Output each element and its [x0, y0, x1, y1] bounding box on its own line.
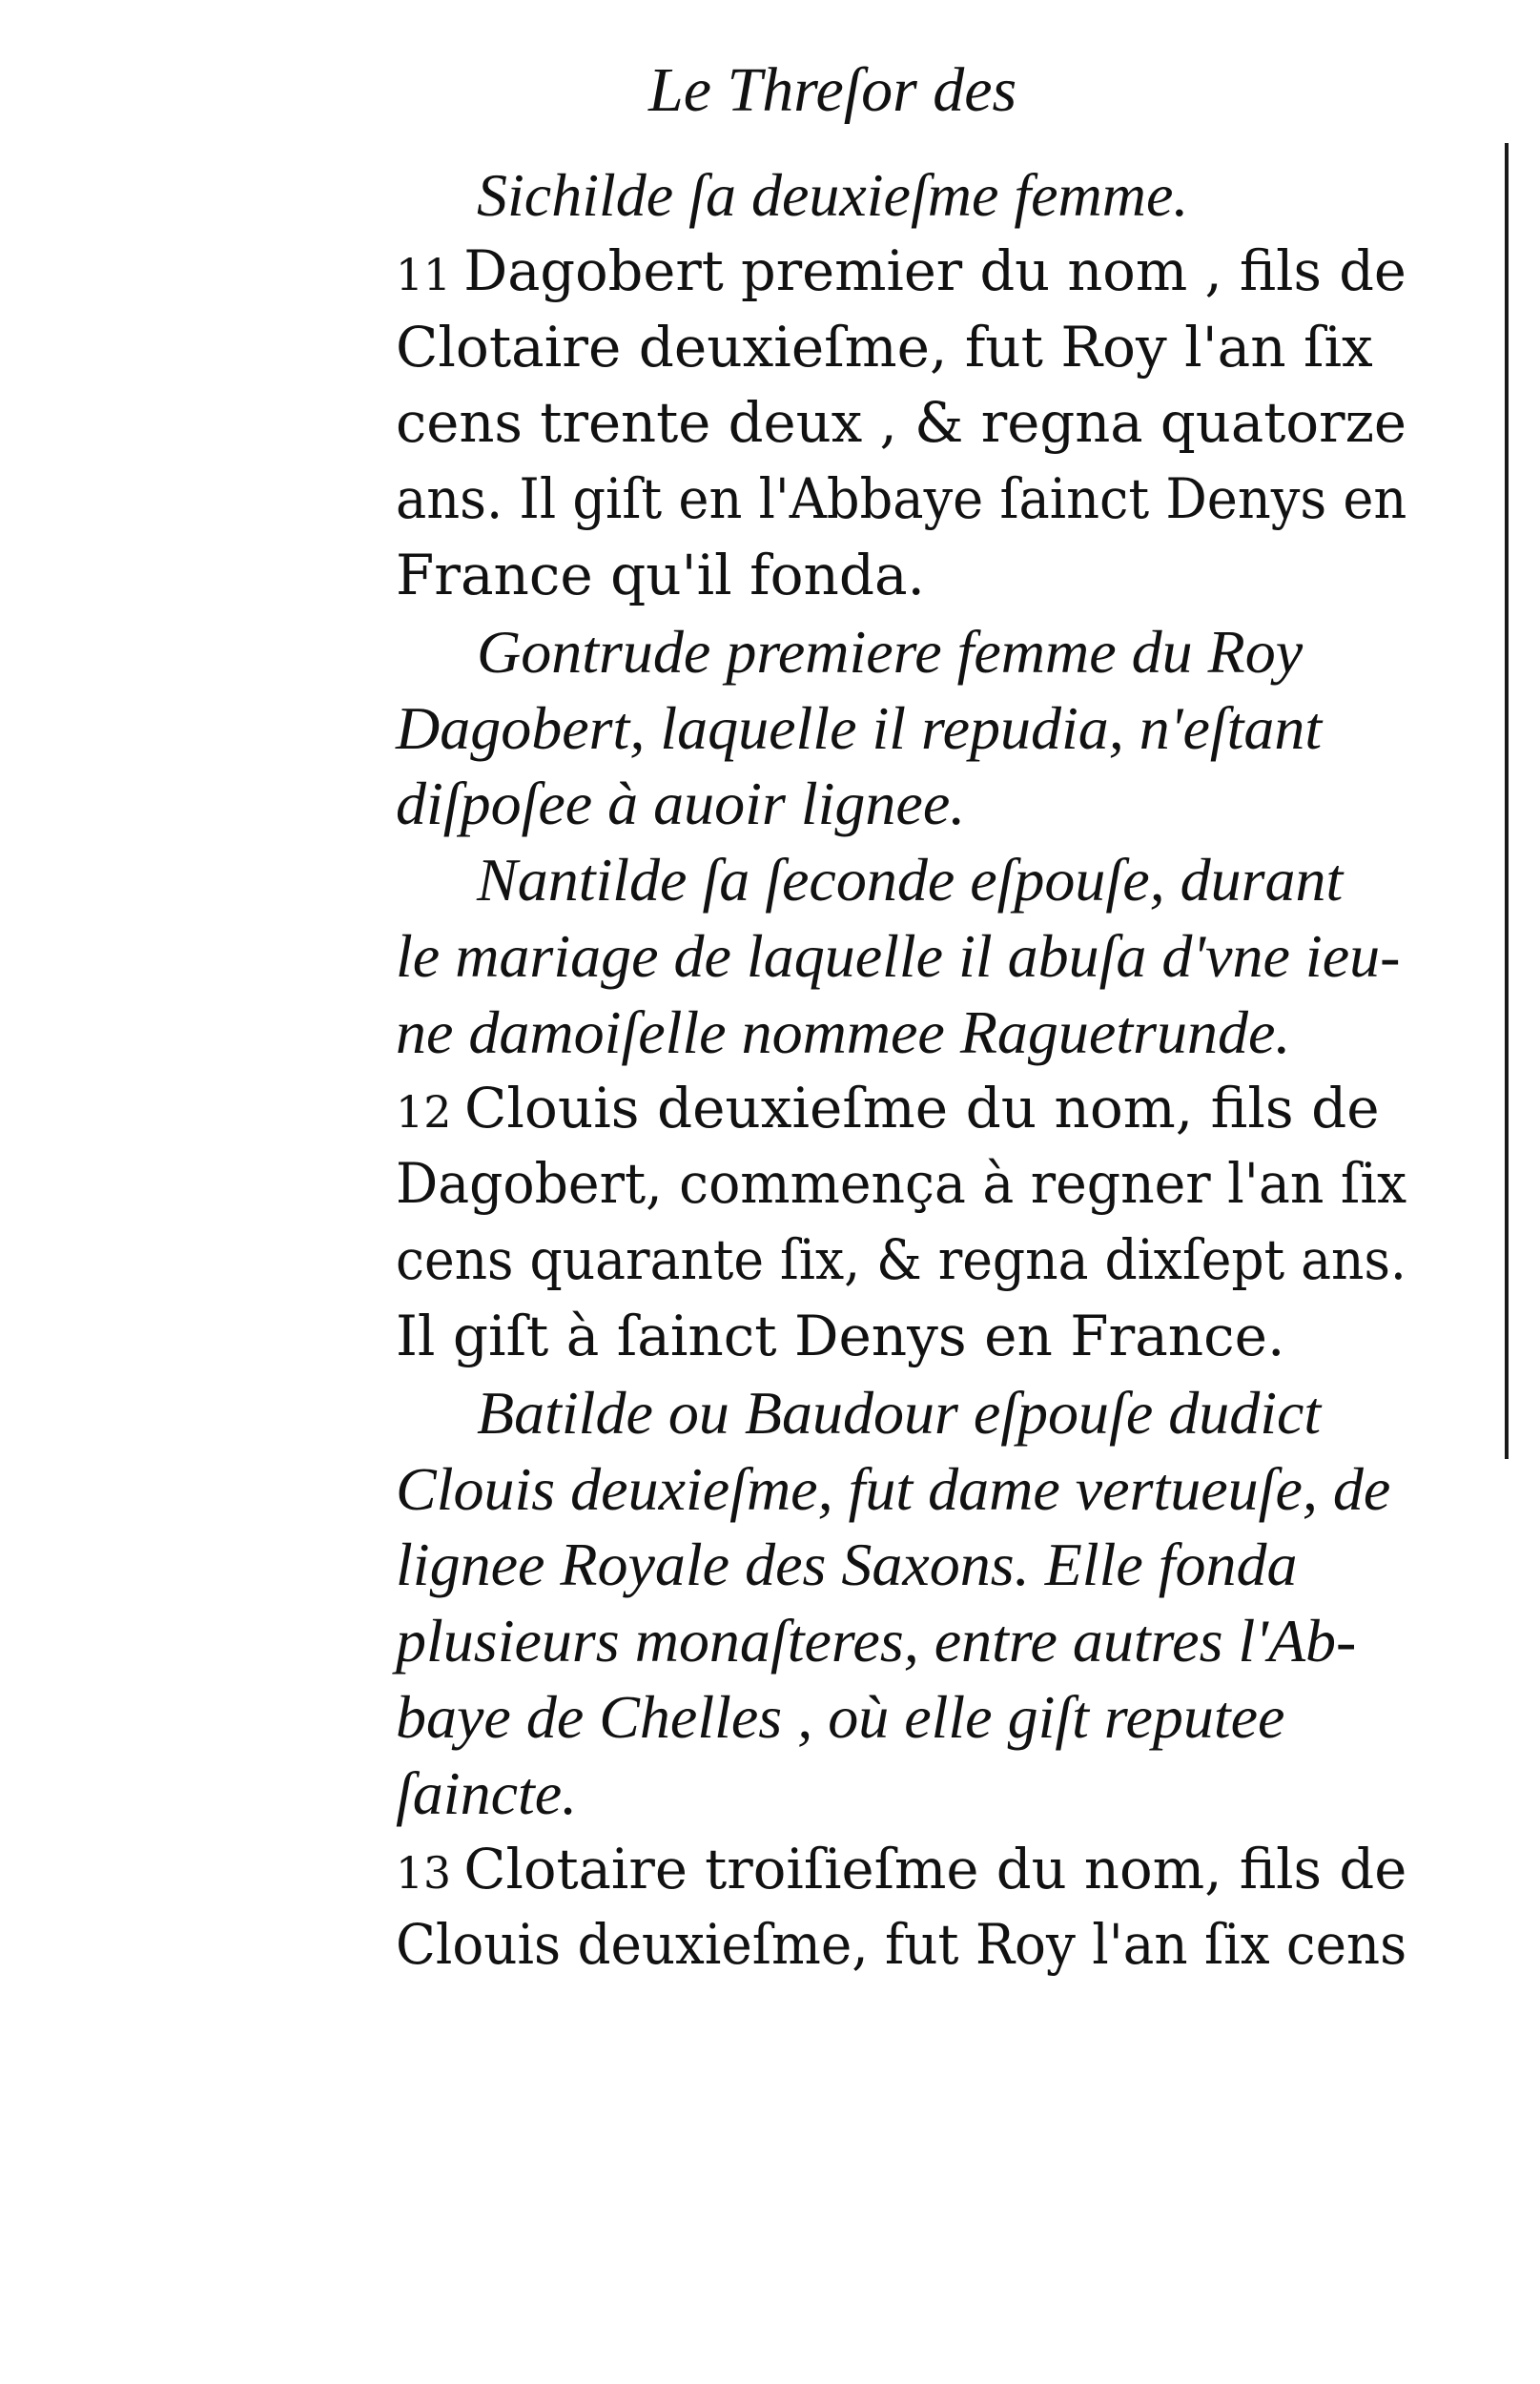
- line-text: Dagobert, commença à regner l'an ſix: [396, 1151, 1407, 1217]
- entry-number: 13: [396, 1846, 452, 1899]
- text-line: [396, 766, 1407, 842]
- text-line: [396, 385, 1407, 462]
- text-line: [396, 1375, 1407, 1451]
- text-line: [396, 918, 1407, 995]
- line-text: Clotaire troiſieſme du nom, fils de: [463, 1836, 1407, 1901]
- entry-number: 11: [396, 248, 451, 300]
- body-text: [396, 157, 1407, 1983]
- text-line: [396, 1223, 1407, 1299]
- line-text: Dagobert premier du nom , fils de: [463, 237, 1407, 303]
- line-text: Gontrude premiere femme du Roy: [477, 617, 1304, 686]
- text-line: [396, 995, 1407, 1071]
- running-head: Le Threſor des: [648, 55, 1017, 125]
- line-text: Sichilde ſa deuxieſme femme.: [477, 161, 1189, 229]
- text-line: [396, 614, 1407, 690]
- text-line: [396, 1756, 1407, 1832]
- line-text: Clotaire deuxieſme, fut Roy l'an ſix: [396, 314, 1373, 380]
- line-text: France qu'il fonda.: [396, 542, 925, 607]
- line-text: Nantilde ſa ſeconde eſpouſe, durant: [477, 846, 1344, 915]
- line-text: plusieurs monaſteres, entre autres l'Ab-: [396, 1607, 1357, 1675]
- text-line: [396, 1451, 1407, 1528]
- text-line: [396, 1679, 1407, 1756]
- line-text: ſaincte.: [396, 1758, 578, 1827]
- line-text: Dagobert, laquelle il repudia, n'eſtant: [396, 693, 1323, 762]
- line-text: diſpoſee à auoir lignee.: [396, 770, 966, 838]
- line-text: lignee Royale des Saxons. Elle fonda: [396, 1531, 1298, 1599]
- line-text: cens quarante ſix, & regna dixſept ans.: [396, 1227, 1407, 1293]
- numbered-entry-line: [396, 234, 1407, 310]
- text-line: [396, 1527, 1407, 1603]
- line-text: Clouis deuxieſme du nom, fils de: [464, 1075, 1380, 1141]
- text-line: [396, 690, 1407, 767]
- line-text: Clouis deuxieſme, fut dame vertueuſe, de: [396, 1454, 1391, 1523]
- text-line: [396, 310, 1407, 386]
- line-text: cens trente deux , & regna quatorze: [396, 390, 1407, 456]
- text-line: [396, 1146, 1407, 1223]
- text-line: [396, 462, 1407, 538]
- text-line: [396, 842, 1407, 918]
- line-text: baye de Chelles , où elle giſt reputee: [396, 1682, 1285, 1751]
- page-edge-line: [1505, 143, 1509, 1459]
- line-text: le mariage de laquelle il abuſa d'vne ieu-: [396, 921, 1401, 990]
- line-text: ne damoiſelle nommee Raguetrunde.: [396, 997, 1291, 1066]
- text-line: [396, 1603, 1407, 1679]
- text-line: [396, 157, 1407, 234]
- text-line: [396, 1299, 1407, 1375]
- line-text: Batilde ou Baudour eſpouſe dudict: [477, 1378, 1322, 1447]
- text-line: [396, 538, 1407, 614]
- line-text: ans. Il giſt en l'Abbaye ſainct Denys en: [396, 466, 1407, 532]
- text-line: [396, 1907, 1407, 1983]
- entry-number: 12: [396, 1085, 452, 1138]
- line-text: Clouis deuxieſme, fut Roy l'an ſix cens: [396, 1912, 1407, 1978]
- line-text: Il giſt à ſainct Denys en France.: [396, 1303, 1285, 1368]
- numbered-entry-line: [396, 1071, 1407, 1147]
- numbered-entry-line: [396, 1832, 1407, 1908]
